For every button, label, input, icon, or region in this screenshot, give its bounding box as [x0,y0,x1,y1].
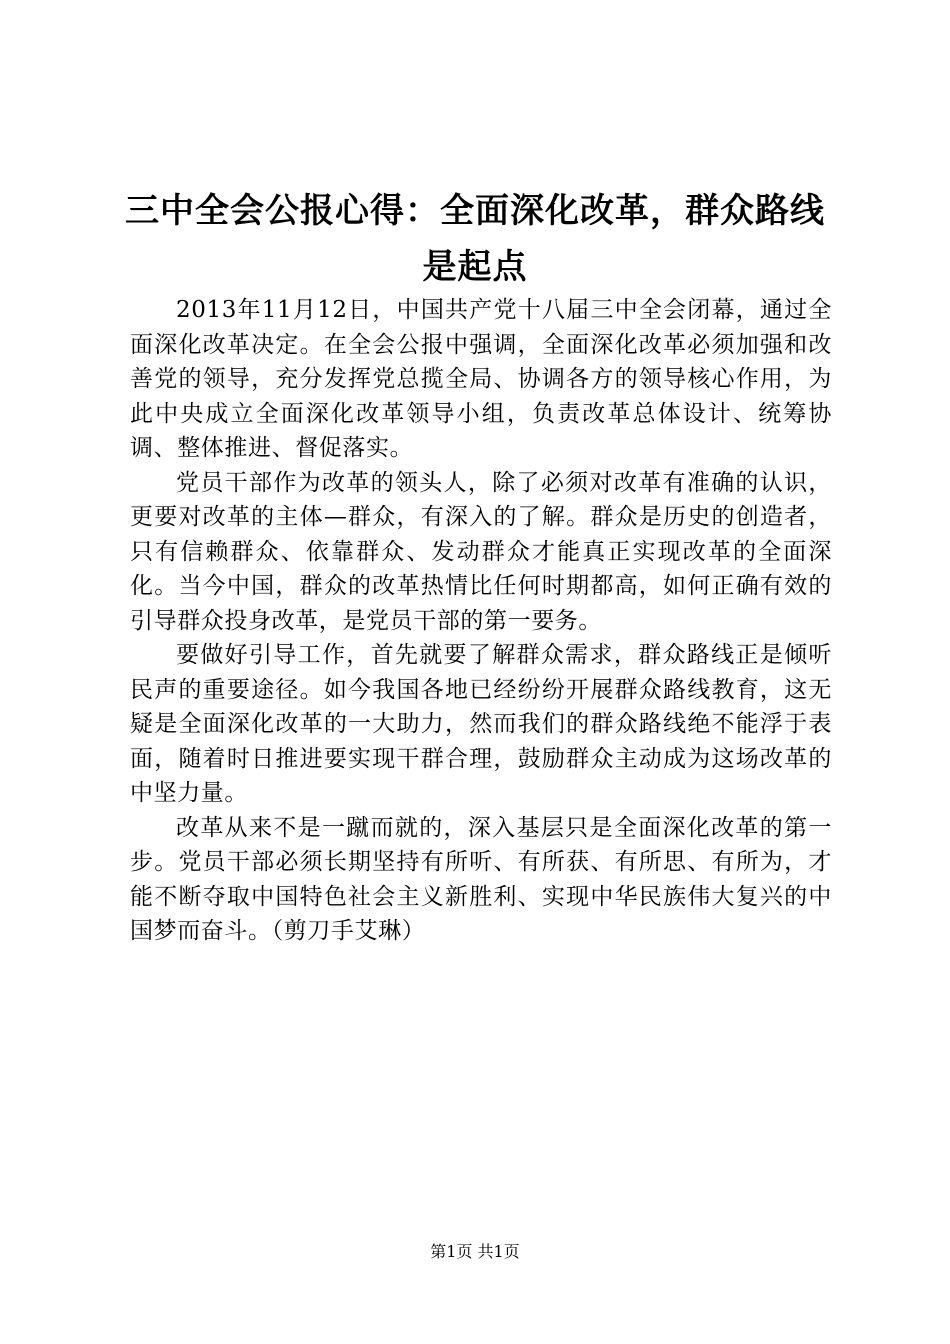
page-footer: 第1页 共1页 [430,1242,520,1261]
document-body [130,293,832,949]
paragraph-4: 改革从来不是一蹴而就的，深入基层只是全面深化改革的第一步。党员干部必须长期坚持有所听、有所获、有所思、有所为，才能不断夺取中国特色社会主义新胜利、实现中华民族伟大复兴的中国梦而奋斗。（剪刀手艾琳） [130,814,832,944]
paragraph-2: 党员干部作为改革的领头人，除了必须对改革有准确的认识，更要对改革的主体—群众，有深入的了解。群众是历史的创造者，只有信赖群众、依靠群众、发动群众才能真正实现改革的全面深化。当今中国，群众的改革热情比任何时期都高，如何正确有效的引导群众投身改革，是党员干部的第一要务。 [130,469,832,634]
paragraph-1: 2013年11月12日，中国共产党十八届三中全会闭幕，通过全面深化改革决定。在全会公报中强调，全面深化改革必须加强和改善党的领导，充分发挥党总揽全局、协调各方的领导核心作用，为此中央成立全面深化改革领导小组，负责改革总体设计、统筹协调、整体推进、督促落实。 [130,297,832,461]
document-title: 三中全会公报心得：全面深化改革，群众路线是起点 [125,191,825,287]
paragraph-3: 要做好引导工作，首先就要了解群众需求，群众路线正是倾听民声的重要途径。如今我国各地已经纷纷开展群众路线教育，这无疑是全面深化改革的一大助力，然而我们的群众路线绝不能浮于表面，随着时日推进要实现干群合理，鼓励群众主动成为这场改革的中坚力量。 [130,642,832,806]
